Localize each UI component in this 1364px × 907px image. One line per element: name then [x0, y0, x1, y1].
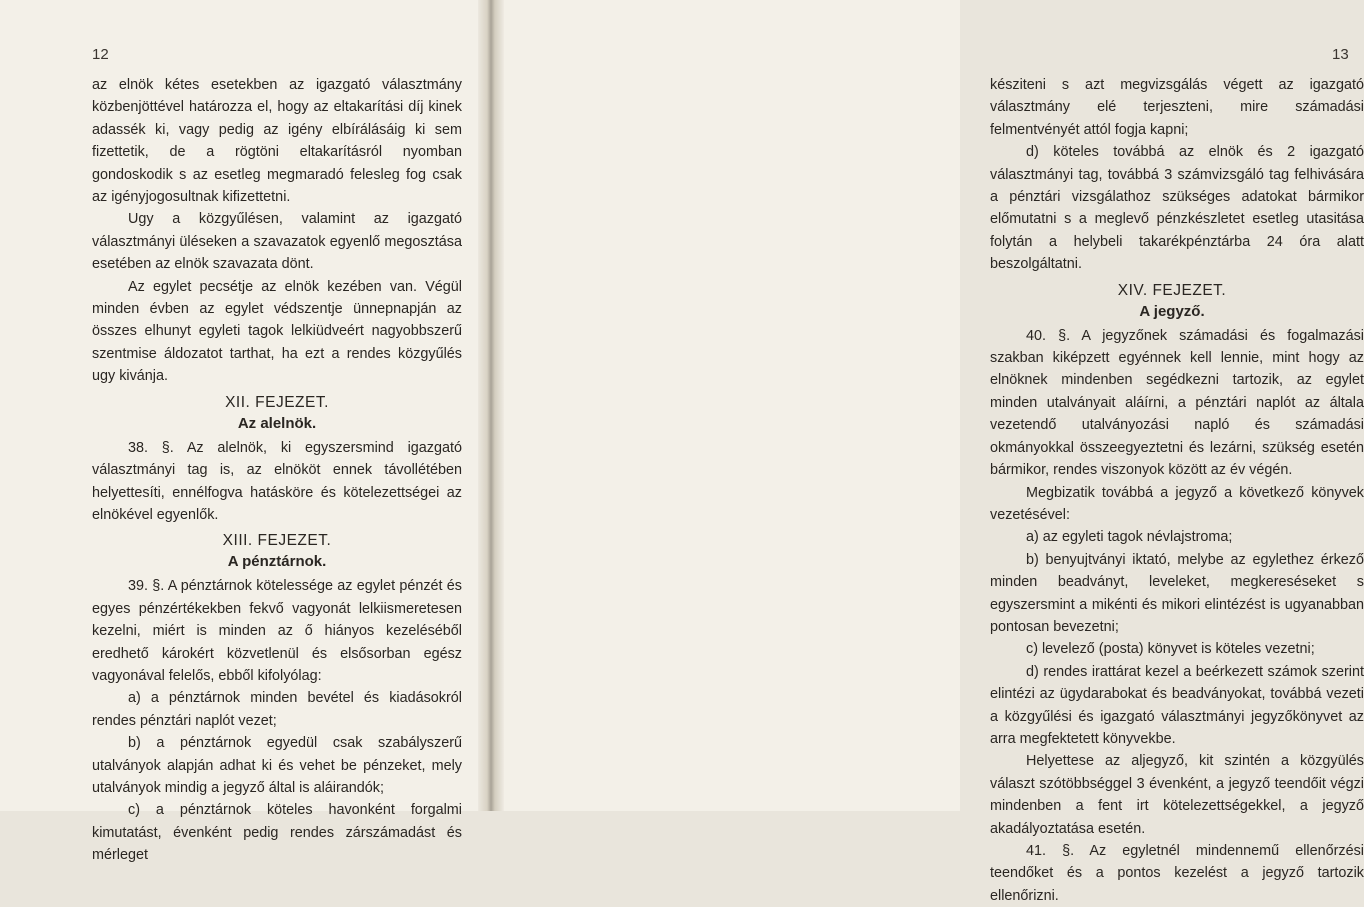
paragraph: késziteni s azt megvizsgálás végett az igazgató választmány elé terjeszteni, mire számadási felmentvényét attól fogja kapni; — [990, 77, 1364, 138]
right-page — [480, 0, 1364, 904]
left-page-text — [92, 74, 462, 867]
paragraph: az elnök kétes esetekben az igazgató választmány közbenjöttével határozza el, hogy az eltakarítási díj kinek adassék ki, vagy pedig az igény elbírálásáig ki sem fizettetik, de a rögtöni eltakarításról nyomban gondoskodik s az esetleg megmaradó felesleg fog csak az igényjogosultnak kifizettetni. — [92, 77, 462, 206]
paragraph: b) a pénztárnok egyedül csak szabályszerű utalványok alapján adhat ki és vehet be pénzeket, mely utalványok mindig a jegyző által is aláirandók; — [92, 735, 462, 796]
paragraph: 40. §. A jegyzőnek számadási és fogalmazási szakban kiképzett egyénnek kell lennie, mint hogy az elnöknek mindenben segédkezni tartozik, az egylet minden utalványait aláírni, a pénztári naplót az általa vezetendő utalványozási napló és számadási okmányokkal összeegyeztetni és lezárni, szükség esetén bármikor, rendes viszonyok között az év végén. — [990, 327, 1364, 479]
section-title: A jegyző. — [1139, 302, 1205, 320]
paragraph: 41. §. Az egyletnél mindennemű ellenőrzési teendőket és a pontos kezelést a jegyző tartozik ellenőrizni. — [990, 843, 1364, 904]
paragraph: a) a pénztárnok minden bevétel és kiadásokról rendes pénztári naplót vezet; — [92, 690, 462, 729]
page-number-right: 13 — [1332, 46, 1349, 63]
paragraph: d) köteles továbbá az elnök és 2 igazgató választmányi tag, továbbá 3 számvizsgáló tag felhivására a pénztári vizsgálathoz szükséges adatokat bármikor előmutatni s a meglevő pénzkészletet esetleg utasitása folytán a helybeli takarékpénztárba 24 óra alatt beszolgáltatni. — [990, 144, 1364, 273]
paragraph: 39. §. A pénztárnok kötelessége az egylet pénzét és egyes pénzértékekben fekvő vagyonát lelkiismeretesen kezelni, miért is minden az ő hiányos kezeléséből eredhető károkért közvetlenül és elsősorban egész vagyonával felelős, ebből kifolyólag: — [92, 578, 462, 684]
paragraph: d) rendes irattárat kezel a beérkezett számok szerint elintézi az ügydarabokat és beadványokat, továbbá vezeti a közgyűlési és igazgató választmányi jegyzőkönyvet az arra megfektetett könyvekbe. — [990, 663, 1364, 747]
paragraph: c) levelező (posta) könyvet is köteles vezetni; — [1026, 641, 1315, 658]
paragraph: Megbizatik továbbá a jegyző a következő könyvek vezetésével: — [990, 484, 1364, 523]
chapter-heading: XIV. FEJEZET. — [1117, 281, 1227, 299]
chapter-heading: XII. FEJEZET. — [225, 393, 329, 411]
paragraph: Ugy a közgyűlésen, valamint az igazgató választmányi üléseken a szavazatok egyenlő megosztása esetében az elnök szavazata dönt. — [92, 211, 462, 273]
paragraph: c) a pénztárnok köteles havonként forgalmi kimutatást, évenként pedig rendes zárszámadást és mérleget — [92, 802, 462, 864]
paragraph: Helyettese az aljegyző, kit szintén a közgyülés választ szótöbbséggel 3 évenként, a jegyző teendőit végzi mindenben a fent irt kötelezettségekkel, a jegyző akadályoztatása esetén. — [990, 753, 1364, 837]
book-gutter — [478, 0, 504, 811]
paragraph: 38. §. Az alelnök, ki egyszersmind igazgató választmányi tag is, az elnököt ennek távollétében helyettesíti, ennélfogva hatásköre és kötelezettségei az elnökével egyenlők. — [92, 439, 462, 523]
left-page — [0, 0, 480, 864]
paragraph: a) az egyleti tagok névlajstroma; — [1026, 529, 1233, 546]
right-page-text — [990, 74, 1364, 907]
chapter-heading: XIII. FEJEZET. — [222, 532, 332, 550]
page-number-left: 12 — [92, 46, 109, 63]
paragraph: Az egylet pecsétje az elnök kezében van. Végül minden évben az egylet védszentje ünnepnapján az összes elhunyt egyleti tagok lelkiüdveért nagyobbszerű szentmise áldozatot tarthat, ha ezt a rendes közgyűlés ugy kivánja. — [92, 278, 462, 385]
section-title: A pénztárnok. — [227, 553, 327, 571]
section-title: Az alelnök. — [237, 414, 317, 432]
paragraph: b) benyujtványi iktató, melybe az egylethez érkező minden beadványt, leveleket, megkereséseket s egyszersmint a mikénti és mikori elintézést is ugyanabban pontosan bevezetni; — [990, 551, 1364, 635]
